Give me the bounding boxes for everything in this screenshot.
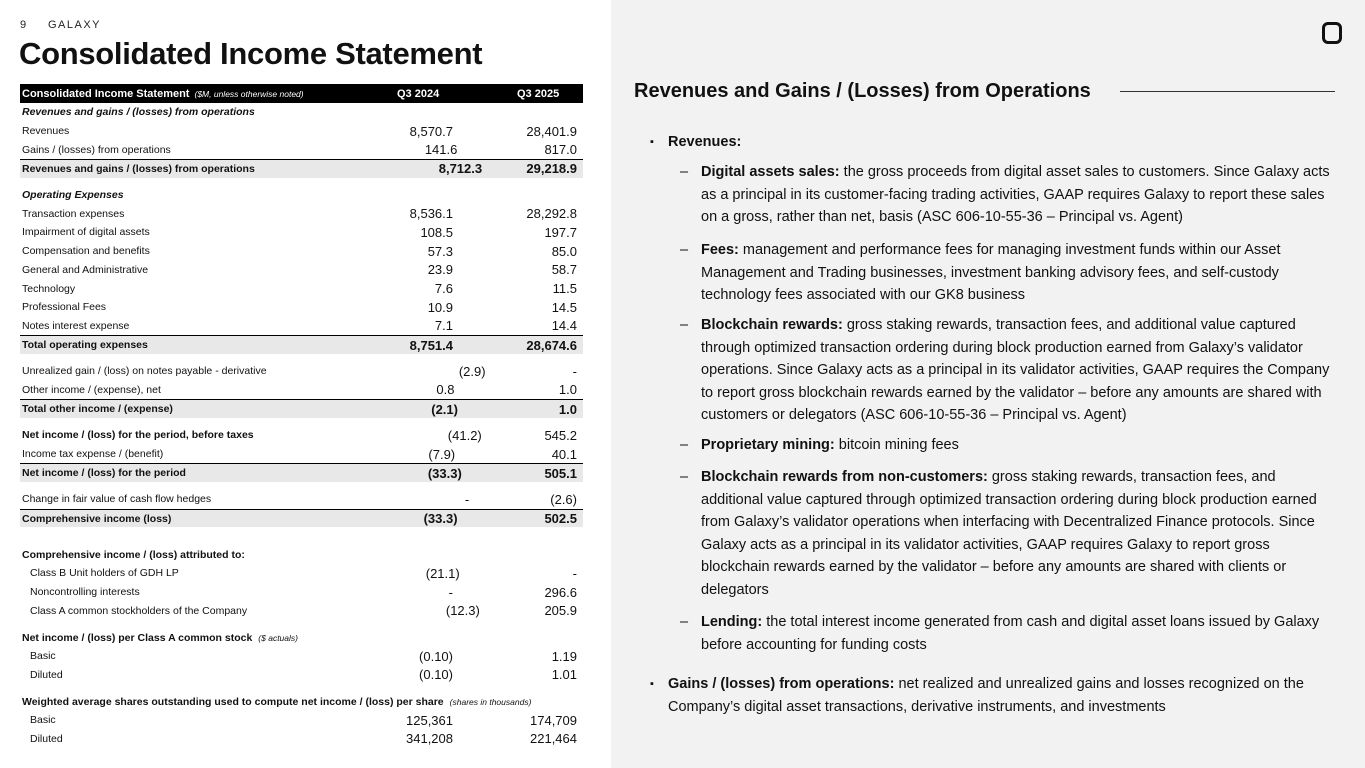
section-row xyxy=(20,186,583,205)
row-label xyxy=(20,448,163,460)
table-row xyxy=(20,140,583,159)
header-title: Consolidated Income Statement xyxy=(22,87,190,100)
table-row xyxy=(20,666,583,685)
row-label-text: Comprehensive income (loss) xyxy=(22,512,172,525)
galaxy-logo-icon xyxy=(1322,22,1342,44)
value-q3-2024: 7.6 xyxy=(434,281,453,297)
value-q3-2025: 174,709 xyxy=(530,712,577,728)
row-label xyxy=(20,339,156,351)
row-label xyxy=(20,632,583,644)
table-row xyxy=(20,122,583,141)
table-row xyxy=(20,242,583,261)
heading-divider xyxy=(1120,91,1335,92)
row-label-text: Income tax expense / (benefit) xyxy=(22,448,164,461)
value-q3-2024: 141.6 xyxy=(424,142,458,158)
value-q3-2024: 23.9 xyxy=(427,262,453,278)
gains-bullet xyxy=(668,673,1338,718)
row-spacer xyxy=(20,482,583,490)
value-q3-2025: 296.6 xyxy=(544,584,577,600)
table-row xyxy=(20,602,583,621)
gains-text: net realized and unrealized gains and losses recognized on the Company’s digital asset transactions, derivative instruments, and investments xyxy=(668,676,1304,715)
brand-name: GALAXY xyxy=(48,19,102,31)
value-q3-2025: - xyxy=(572,363,577,379)
row-label xyxy=(20,669,156,681)
table-row xyxy=(20,279,583,298)
row-label-text: Gains / (losses) from operations xyxy=(22,143,171,156)
value-q3-2025: 58.7 xyxy=(551,262,577,278)
gains-label: Gains / (losses) from operations: xyxy=(668,676,895,692)
value-q3-2024: 7.1 xyxy=(434,318,453,334)
row-label xyxy=(20,650,156,662)
income-statement-table xyxy=(20,84,583,748)
row-label-text: Diluted xyxy=(30,668,63,681)
table-row xyxy=(20,490,583,509)
row-label xyxy=(20,301,156,313)
table-row xyxy=(20,223,583,242)
value-q3-2024: 341,208 xyxy=(406,731,453,747)
definition-text: the gross proceeds from digital asset sales to customers. Since Galaxy acts as a principal in its customer-facing trading activities, GAAP requires Galaxy to report these sales on a gross, rather than net, basis (ASC 606-10-55-36 – Principal vs. Agent) xyxy=(701,164,1330,225)
row-label-text: Net income / (loss) per Class A common stock xyxy=(22,631,253,644)
total-row xyxy=(20,159,583,178)
row-label xyxy=(20,106,583,118)
row-label xyxy=(20,403,173,415)
row-label-text: Other income / (expense), net xyxy=(22,383,161,396)
definition-term: Blockchain rewards: xyxy=(701,317,843,333)
header-label xyxy=(20,88,397,100)
row-label xyxy=(20,264,156,276)
row-label-text: Revenues and gains / (losses) from operations xyxy=(22,162,255,175)
row-label-text: Revenues xyxy=(22,125,70,138)
value-q3-2024: (2.9) xyxy=(458,363,486,379)
row-label xyxy=(20,144,171,156)
revenues-label: Revenues: xyxy=(668,134,742,150)
row-label-text: Weighted average shares outstanding used to compute net income / (loss) per share xyxy=(22,695,444,708)
table-row xyxy=(20,647,583,666)
value-q3-2024: (7.9) xyxy=(428,446,456,462)
row-label xyxy=(20,493,211,505)
row-label xyxy=(20,733,156,745)
row-label xyxy=(20,365,267,377)
total-row xyxy=(20,335,583,354)
row-spacer xyxy=(20,684,583,692)
value-q3-2025: 197.7 xyxy=(544,224,577,240)
table-row xyxy=(20,711,583,730)
value-q3-2024: 0.8 xyxy=(436,382,455,398)
definition-text: gross staking rewards, transaction fees, and additional value captured through optimized transaction ordering during block production earned from Galaxy’s validator operations when interfacing with Decentralized Finance protocols. Since Galaxy acts as a principal in its validator activities, GAAP requires Galaxy to report gross blockchain rewards earned by the validator – before any amounts are shared with clients or delegators xyxy=(701,469,1317,598)
value-q3-2024: 8,570.7 xyxy=(409,123,453,139)
value-q3-2024: (0.10) xyxy=(419,648,453,664)
row-label xyxy=(20,189,583,201)
row-label-text: Unrealized gain / (loss) on notes payable - derivative xyxy=(22,365,267,378)
table-row xyxy=(20,692,583,711)
definition-term: Blockchain rewards from non-customers: xyxy=(701,469,988,485)
value-q3-2024: 57.3 xyxy=(427,243,453,259)
row-label xyxy=(20,125,156,137)
row-label-text: Operating Expenses xyxy=(22,189,124,202)
value-q3-2024: 8,712.3 xyxy=(438,161,483,177)
value-q3-2024: 108.5 xyxy=(420,224,453,240)
value-q3-2025: 29,218.9 xyxy=(526,161,577,177)
row-label xyxy=(20,467,186,479)
row-label-text: Basic xyxy=(30,650,56,663)
row-label-text: Total other income / (expense) xyxy=(22,403,173,416)
value-q3-2024: (21.1) xyxy=(425,565,460,581)
row-label xyxy=(20,384,161,396)
value-q3-2024: (0.10) xyxy=(419,667,453,683)
value-q3-2025: 28,292.8 xyxy=(526,206,577,222)
row-note: ($ actuals) xyxy=(258,632,298,643)
value-q3-2024: 10.9 xyxy=(427,299,453,315)
row-label-text: Professional Fees xyxy=(22,301,107,314)
value-q3-2025: 817.0 xyxy=(544,142,577,158)
row-label-text: Class A common stockholders of the Company xyxy=(30,604,248,617)
table-row xyxy=(20,445,583,464)
value-q3-2025: 1.01 xyxy=(551,667,577,683)
value-q3-2025: 1.0 xyxy=(558,401,577,417)
definition-term: Proprietary mining: xyxy=(701,437,835,453)
row-label xyxy=(20,714,156,726)
table-row xyxy=(20,730,583,749)
value-q3-2025: 28,674.6 xyxy=(526,337,577,353)
value-q3-2025: 40.1 xyxy=(551,446,577,462)
revenue-definition-item xyxy=(701,611,1337,656)
table-row xyxy=(20,545,583,564)
header-q3-2025: Q3 2025 xyxy=(517,87,560,100)
definition-term: Digital assets sales: xyxy=(701,164,840,180)
row-label-text: General and Administrative xyxy=(22,263,149,276)
definition-text: bitcoin mining fees xyxy=(834,437,959,453)
row-label xyxy=(20,226,156,238)
row-label-text: Technology xyxy=(22,282,76,295)
row-label xyxy=(20,283,156,295)
value-q3-2025: 14.4 xyxy=(551,318,577,334)
row-spacer xyxy=(20,178,583,186)
value-q3-2024: (33.3) xyxy=(423,511,458,527)
row-label-text: Compensation and benefits xyxy=(22,245,150,258)
row-label-text: Net income / (loss) for the period, before taxes xyxy=(22,429,254,442)
row-spacer xyxy=(20,527,583,545)
revenue-definition-item xyxy=(701,314,1337,427)
row-label-text: Total operating expenses xyxy=(22,339,148,352)
row-label-text: Basic xyxy=(30,714,56,727)
row-label-text: Change in fair value of cash flow hedges xyxy=(22,493,212,506)
table-row xyxy=(20,261,583,280)
definition-text: gross staking rewards, transaction fees, and additional value captured through optimized transaction ordering during block production earned from Galaxy’s validator operations. Since Galaxy acts as a principal in its validator activities, GAAP requires the Company to report gross blockchain rewards earned by the validator – before any amounts are shared with customers or delegators (ASC 606-10-55-36 – Principal vs. Agent) xyxy=(701,317,1330,423)
revenue-definition-item xyxy=(701,434,1337,457)
value-q3-2025: 1.19 xyxy=(551,648,577,664)
header-note: ($M, unless otherwise noted) xyxy=(194,88,304,99)
value-q3-2025: 205.9 xyxy=(544,603,577,619)
row-label-text: Diluted xyxy=(30,732,63,745)
section-heading: Revenues and Gains / (Losses) from Operations xyxy=(634,80,1091,102)
header-q3-2024: Q3 2024 xyxy=(397,87,440,100)
value-q3-2024: 8,751.4 xyxy=(409,337,453,353)
definition-text: the total interest income generated from cash and digital asset loans issued by Galaxy before accounting for funding costs xyxy=(701,614,1320,653)
value-q3-2025: - xyxy=(572,565,577,581)
row-label-text: Net income / (loss) for the period xyxy=(22,467,186,480)
table-row xyxy=(20,298,583,317)
row-label xyxy=(20,586,156,598)
value-q3-2024: (33.3) xyxy=(427,465,462,481)
value-q3-2025: (2.6) xyxy=(550,491,577,507)
value-q3-2024: (2.1) xyxy=(431,401,458,417)
row-note: (shares in thousands) xyxy=(449,696,532,707)
value-q3-2025: 221,464 xyxy=(530,731,577,747)
total-row xyxy=(20,399,583,418)
value-q3-2024: 125,361 xyxy=(406,712,453,728)
table-row xyxy=(20,381,583,400)
value-q3-2024: - xyxy=(464,491,470,507)
row-spacer xyxy=(20,620,583,628)
row-label-text: Transaction expenses xyxy=(22,207,125,220)
table-row xyxy=(20,317,583,336)
table-header xyxy=(20,84,583,103)
value-q3-2025: 28,401.9 xyxy=(526,123,577,139)
row-label xyxy=(20,696,583,708)
value-q3-2025: 1.0 xyxy=(558,382,577,398)
row-label xyxy=(20,245,156,257)
table-row xyxy=(20,583,583,602)
value-q3-2024: (41.2) xyxy=(447,427,482,443)
row-label-text: Comprehensive income / (loss) attributed to: xyxy=(22,548,245,561)
revenue-definition-item xyxy=(701,466,1337,601)
page-number: 9 xyxy=(20,19,27,31)
value-q3-2025: 14.5 xyxy=(551,299,577,315)
value-q3-2025: 545.2 xyxy=(544,427,577,443)
revenues-bullet xyxy=(668,131,1338,154)
row-label xyxy=(20,320,156,332)
definition-term: Fees: xyxy=(701,242,739,258)
value-q3-2025: 11.5 xyxy=(552,281,577,297)
revenue-definition-item xyxy=(701,239,1337,307)
page-title: Consolidated Income Statement xyxy=(19,36,483,71)
table-row xyxy=(20,204,583,223)
definition-text: management and performance fees for managing investment funds within our Asset Management and Trading businesses, investment banking advisory fees, and self-custody technology fees associated with our GK8 business xyxy=(701,242,1281,303)
total-row xyxy=(20,509,583,528)
row-label xyxy=(20,208,156,220)
table-row xyxy=(20,564,583,583)
row-label xyxy=(20,549,583,561)
row-label-text: Notes interest expense xyxy=(22,319,130,332)
value-q3-2024: 8,536.1 xyxy=(409,206,453,222)
row-spacer xyxy=(20,354,583,362)
row-label-text: Impairment of digital assets xyxy=(22,226,150,239)
row-spacer xyxy=(20,418,583,426)
total-row xyxy=(20,463,583,482)
section-row xyxy=(20,103,583,122)
value-q3-2024: (12.3) xyxy=(445,603,480,619)
table-row xyxy=(20,426,583,445)
value-q3-2025: 502.5 xyxy=(544,511,577,527)
row-label xyxy=(20,513,171,525)
income-statement-panel xyxy=(0,0,611,768)
value-q3-2025: 85.0 xyxy=(551,243,577,259)
row-label xyxy=(20,429,254,441)
row-label xyxy=(20,567,179,579)
row-label xyxy=(20,605,247,617)
table-row xyxy=(20,362,583,381)
row-label-text: Noncontrolling interests xyxy=(30,586,140,599)
table-row xyxy=(20,628,583,647)
definition-term: Lending: xyxy=(701,614,763,630)
revenue-definition-item xyxy=(701,161,1337,229)
row-label-text: Class B Unit holders of GDH LP xyxy=(30,567,179,580)
row-label-text: Revenues and gains / (losses) from operations xyxy=(22,106,255,119)
row-label xyxy=(20,163,255,175)
value-q3-2024: - xyxy=(448,584,453,600)
value-q3-2025: 505.1 xyxy=(544,465,577,481)
